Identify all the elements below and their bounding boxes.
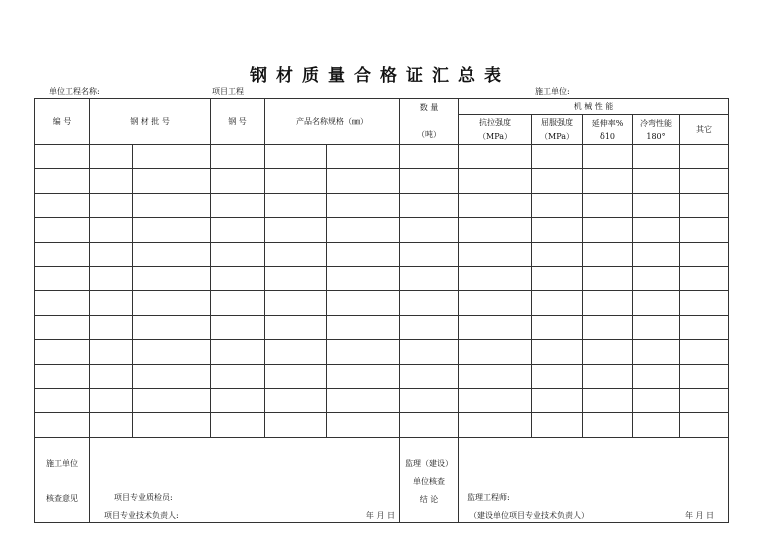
- table-cell[interactable]: [90, 266, 133, 290]
- table-row: [35, 169, 729, 193]
- table-cell[interactable]: [133, 364, 211, 388]
- table-row: [35, 266, 729, 290]
- unit-project-label: 单位工程名称:: [49, 87, 100, 96]
- table-cell[interactable]: [459, 145, 532, 169]
- table-cell[interactable]: [35, 388, 90, 412]
- table-cell[interactable]: [680, 242, 729, 266]
- table-cell[interactable]: [532, 388, 583, 412]
- footer-supervision-block: [459, 437, 729, 522]
- table-cell[interactable]: [680, 218, 729, 242]
- table-cell[interactable]: [680, 364, 729, 388]
- table-cell[interactable]: [459, 169, 532, 193]
- footer-construction-block: [90, 437, 400, 522]
- header-yield: [532, 115, 583, 145]
- table-cell[interactable]: [327, 413, 400, 437]
- table-cell[interactable]: [633, 266, 680, 290]
- table-cell[interactable]: [133, 315, 211, 339]
- table-cell[interactable]: [133, 193, 211, 217]
- table-cell[interactable]: [265, 242, 327, 266]
- build-unit-lead: （建设单位项目专业技术负责人）: [469, 510, 590, 520]
- table-cell[interactable]: [35, 169, 90, 193]
- header-bend: [633, 115, 680, 145]
- table-cell[interactable]: [583, 413, 633, 437]
- table-cell[interactable]: [459, 218, 532, 242]
- table-cell[interactable]: [680, 145, 729, 169]
- table-cell[interactable]: [583, 388, 633, 412]
- header-elongation: [583, 115, 633, 145]
- table-cell[interactable]: [459, 340, 532, 364]
- table-cell[interactable]: [35, 242, 90, 266]
- table-cell[interactable]: [400, 169, 459, 193]
- table-cell[interactable]: [680, 169, 729, 193]
- table-cell[interactable]: [400, 218, 459, 242]
- table-cell[interactable]: [633, 413, 680, 437]
- table-cell[interactable]: [459, 242, 532, 266]
- bend-label: 冷弯性能: [640, 119, 673, 128]
- table-cell[interactable]: [35, 218, 90, 242]
- table-cell[interactable]: [532, 242, 583, 266]
- table-cell[interactable]: [90, 145, 133, 169]
- table-cell[interactable]: [633, 145, 680, 169]
- table-cell[interactable]: [327, 169, 400, 193]
- table-cell[interactable]: [583, 242, 633, 266]
- table-cell[interactable]: [265, 218, 327, 242]
- table-cell[interactable]: [35, 413, 90, 437]
- table-cell[interactable]: [133, 218, 211, 242]
- table-row: [35, 388, 729, 412]
- footer-construction-unit: 施工单位: [46, 458, 78, 468]
- table-cell[interactable]: [459, 413, 532, 437]
- table-cell[interactable]: [400, 266, 459, 290]
- table-cell[interactable]: [680, 315, 729, 339]
- table-cell[interactable]: [633, 340, 680, 364]
- table-cell[interactable]: [400, 413, 459, 437]
- table-cell[interactable]: [327, 266, 400, 290]
- table-cell[interactable]: [90, 291, 133, 315]
- elongation-unit: δ10: [600, 132, 616, 141]
- table-cell[interactable]: [327, 388, 400, 412]
- table-cell[interactable]: [211, 193, 265, 217]
- supervision-label: 监理（建设）: [405, 458, 454, 468]
- table-cell[interactable]: [90, 388, 133, 412]
- page-title: 钢材质量合格证汇总表: [250, 66, 510, 86]
- construction-unit-label: 施工单位:: [535, 87, 570, 96]
- table-cell[interactable]: [400, 242, 459, 266]
- table-cell[interactable]: [133, 169, 211, 193]
- tensile-unit: （MPa）: [478, 132, 512, 141]
- date-left: 年 月 日: [365, 510, 396, 520]
- date-right: 年 月 日: [684, 510, 715, 520]
- header-steel-no: 钢 号: [211, 99, 265, 145]
- table-cell[interactable]: [90, 242, 133, 266]
- table-cell[interactable]: [265, 193, 327, 217]
- table-cell[interactable]: [400, 388, 459, 412]
- steel-certificate-table: [34, 98, 729, 523]
- elongation-label: 延伸率%: [591, 119, 624, 128]
- table-cell[interactable]: [583, 364, 633, 388]
- table-cell[interactable]: [680, 388, 729, 412]
- table-cell[interactable]: [133, 388, 211, 412]
- table-cell[interactable]: [90, 193, 133, 217]
- header-product-spec: 产品名称规格（㎜）: [265, 99, 400, 145]
- table-cell[interactable]: [133, 266, 211, 290]
- table-row: [35, 218, 729, 242]
- table-cell[interactable]: [400, 364, 459, 388]
- table-cell[interactable]: [327, 315, 400, 339]
- unit-project-value: 项目工程: [212, 87, 244, 96]
- table-cell[interactable]: [532, 291, 583, 315]
- table-row: [35, 340, 729, 364]
- table-cell[interactable]: [265, 169, 327, 193]
- table-cell[interactable]: [583, 266, 633, 290]
- footer-mid-label: [400, 437, 459, 522]
- table-cell[interactable]: [400, 145, 459, 169]
- header-serial: 编 号: [35, 99, 90, 145]
- table-cell[interactable]: [583, 291, 633, 315]
- table-cell[interactable]: [680, 193, 729, 217]
- table-cell[interactable]: [583, 315, 633, 339]
- table-cell[interactable]: [265, 340, 327, 364]
- table-cell[interactable]: [532, 193, 583, 217]
- table-cell[interactable]: [532, 218, 583, 242]
- header-quantity: [400, 99, 459, 145]
- table-cell[interactable]: [459, 388, 532, 412]
- table-cell[interactable]: [400, 315, 459, 339]
- table-cell[interactable]: [35, 266, 90, 290]
- table-cell[interactable]: [532, 266, 583, 290]
- table-cell[interactable]: [583, 145, 633, 169]
- table-cell[interactable]: [532, 413, 583, 437]
- table-cell[interactable]: [532, 169, 583, 193]
- table-cell[interactable]: [633, 315, 680, 339]
- table-cell[interactable]: [583, 169, 633, 193]
- table-cell[interactable]: [680, 266, 729, 290]
- table-cell[interactable]: [327, 218, 400, 242]
- table-cell[interactable]: [90, 218, 133, 242]
- table-cell[interactable]: [400, 193, 459, 217]
- table-cell[interactable]: [327, 340, 400, 364]
- table-cell[interactable]: [532, 364, 583, 388]
- table-cell[interactable]: [211, 388, 265, 412]
- table-cell[interactable]: [327, 193, 400, 217]
- table-cell[interactable]: [327, 145, 400, 169]
- table-cell[interactable]: [265, 388, 327, 412]
- table-cell[interactable]: [211, 218, 265, 242]
- table-cell[interactable]: [459, 315, 532, 339]
- supervisor-engineer: 监理工程师:: [467, 492, 510, 502]
- footer-review-opinion: 核查意见: [46, 493, 78, 503]
- table-cell[interactable]: [265, 315, 327, 339]
- table-cell[interactable]: [133, 145, 211, 169]
- table-row: [35, 242, 729, 266]
- table-cell[interactable]: [133, 340, 211, 364]
- table-cell[interactable]: [680, 413, 729, 437]
- table-cell[interactable]: [583, 193, 633, 217]
- table-cell[interactable]: [459, 291, 532, 315]
- table-cell[interactable]: [633, 169, 680, 193]
- table-cell[interactable]: [532, 315, 583, 339]
- table-cell[interactable]: [133, 291, 211, 315]
- table-cell[interactable]: [633, 218, 680, 242]
- table-cell[interactable]: [90, 315, 133, 339]
- table-row: [35, 315, 729, 339]
- table-cell[interactable]: [211, 169, 265, 193]
- table-cell[interactable]: [459, 193, 532, 217]
- table-cell[interactable]: [327, 291, 400, 315]
- table-cell[interactable]: [532, 145, 583, 169]
- table-cell[interactable]: [680, 291, 729, 315]
- yield-unit: （MPa）: [540, 132, 574, 141]
- qty-unit: （吨）: [417, 130, 442, 139]
- table-cell[interactable]: [633, 364, 680, 388]
- table-cell[interactable]: [633, 388, 680, 412]
- table-cell[interactable]: [400, 340, 459, 364]
- table-cell[interactable]: [633, 242, 680, 266]
- table-cell[interactable]: [211, 291, 265, 315]
- qc-inspector: 项目专业质检员:: [114, 492, 173, 502]
- table-cell[interactable]: [400, 291, 459, 315]
- table-cell[interactable]: [211, 364, 265, 388]
- header-mechanical: 机 械 性 能: [459, 99, 729, 115]
- table-cell[interactable]: [265, 266, 327, 290]
- table-cell[interactable]: [459, 266, 532, 290]
- table-cell[interactable]: [211, 266, 265, 290]
- data-rows: [35, 145, 729, 438]
- table-cell[interactable]: [265, 413, 327, 437]
- header-tensile: [459, 115, 532, 145]
- table-cell[interactable]: [35, 193, 90, 217]
- table-cell[interactable]: [265, 364, 327, 388]
- table-cell[interactable]: [35, 145, 90, 169]
- table-cell[interactable]: [211, 413, 265, 437]
- table-cell[interactable]: [211, 340, 265, 364]
- table-cell[interactable]: [633, 193, 680, 217]
- table-cell[interactable]: [90, 364, 133, 388]
- table-row: [35, 291, 729, 315]
- table-cell[interactable]: [583, 340, 633, 364]
- table-cell[interactable]: [327, 242, 400, 266]
- table-cell[interactable]: [459, 364, 532, 388]
- table-cell[interactable]: [35, 340, 90, 364]
- header-batch: 钢 材 批 号: [90, 99, 211, 145]
- table-cell[interactable]: [35, 364, 90, 388]
- table-cell[interactable]: [680, 340, 729, 364]
- table-row: [35, 145, 729, 169]
- table-cell[interactable]: [327, 364, 400, 388]
- table-cell[interactable]: [90, 340, 133, 364]
- table-cell[interactable]: [35, 315, 90, 339]
- tech-lead: 项目专业技术负责人:: [104, 510, 179, 520]
- table-cell[interactable]: [583, 218, 633, 242]
- conclusion-label: 结 论: [419, 494, 439, 504]
- table-cell[interactable]: [35, 291, 90, 315]
- bend-unit: 180°: [646, 132, 666, 141]
- header-other: 其它: [680, 115, 729, 145]
- table-cell[interactable]: [211, 315, 265, 339]
- table-cell[interactable]: [633, 291, 680, 315]
- table-cell[interactable]: [211, 145, 265, 169]
- table-cell[interactable]: [133, 413, 211, 437]
- table-cell[interactable]: [265, 291, 327, 315]
- tensile-label: 抗拉强度: [479, 118, 512, 127]
- table-cell[interactable]: [532, 340, 583, 364]
- table-cell[interactable]: [265, 145, 327, 169]
- table-row: [35, 193, 729, 217]
- table-cell[interactable]: [90, 413, 133, 437]
- qty-label: 数 量: [419, 103, 439, 112]
- table-row: [35, 364, 729, 388]
- footer-left-label: [35, 437, 90, 522]
- yield-label: 屈服强度: [541, 118, 574, 127]
- table-cell[interactable]: [211, 242, 265, 266]
- table-cell[interactable]: [90, 169, 133, 193]
- unit-review-label: 单位核查: [413, 476, 446, 486]
- table-cell[interactable]: [133, 242, 211, 266]
- table-row: [35, 413, 729, 437]
